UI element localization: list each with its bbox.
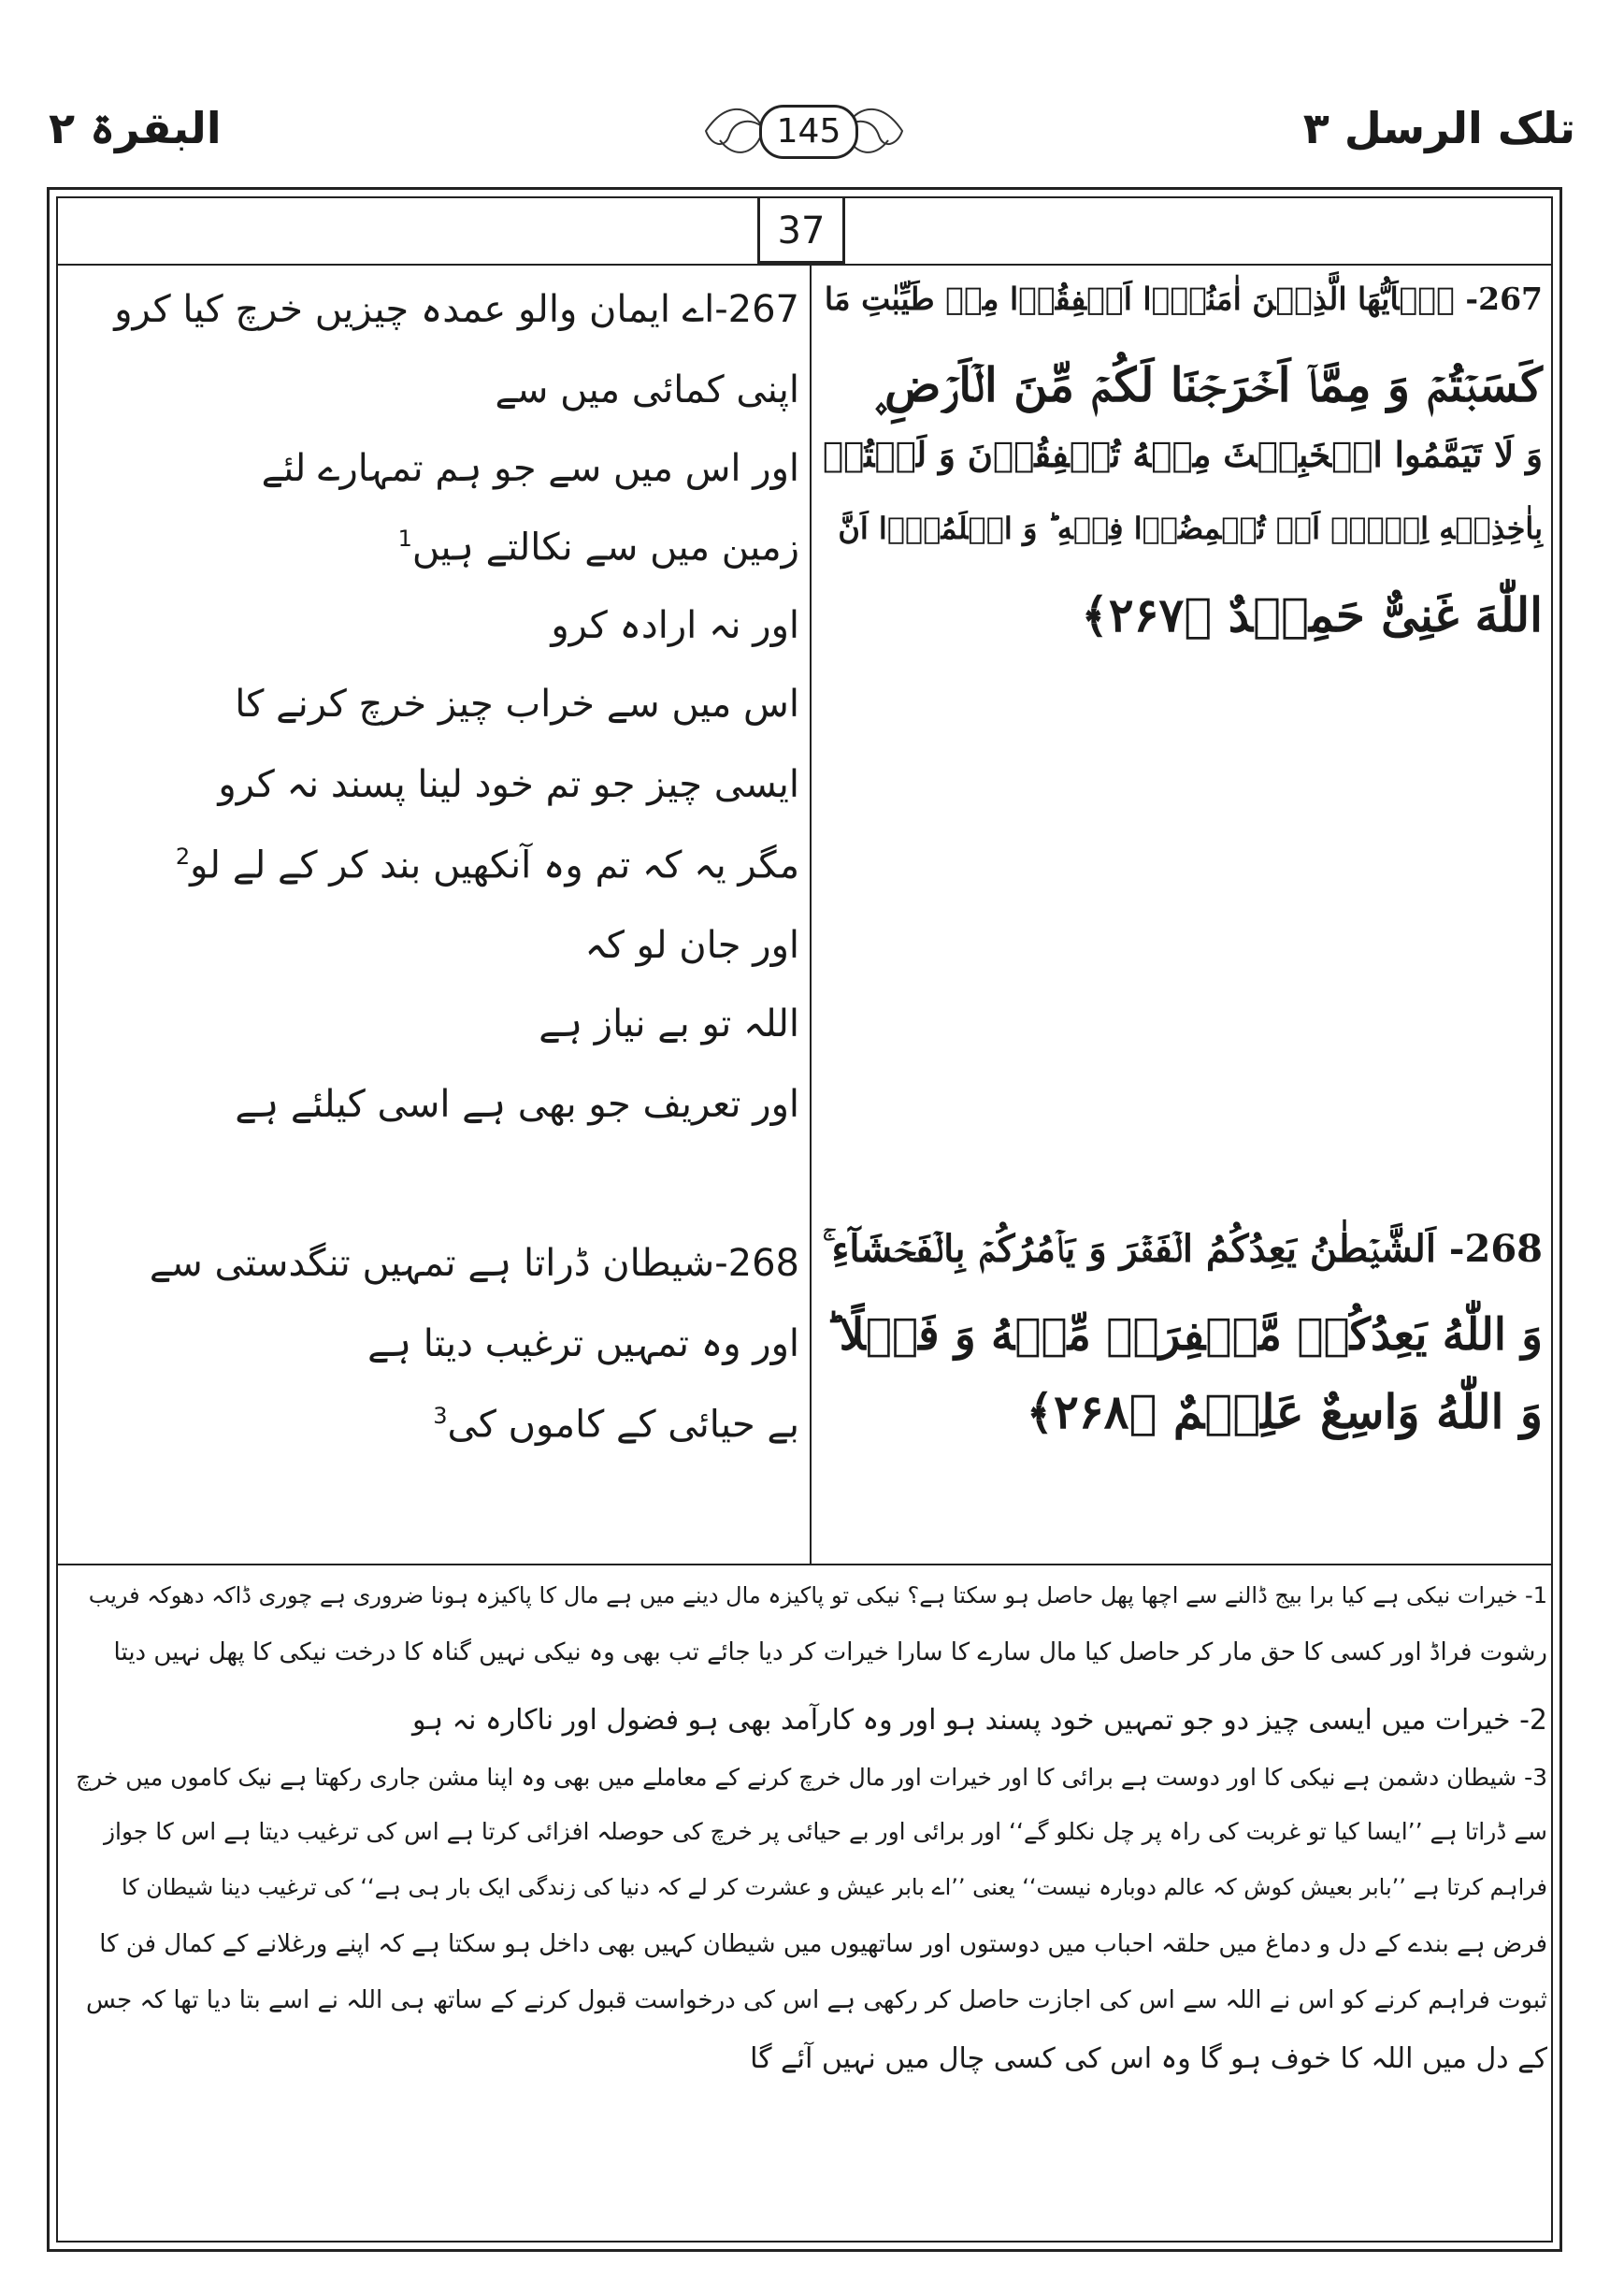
urdu-line xyxy=(150,1242,799,1285)
urdu-line-text: اللہ تو بے نیاز ہے xyxy=(539,1002,799,1046)
arabic-line: وَ لَا تَیَمَّمُوا الۡخَبِیۡثَ مِنۡهُ تُنۡفِقُوۡنَ وَ لَسۡتُمۡ xyxy=(822,434,1543,475)
arabic-line: 267- یٰۤاَیُّهَا الَّذِیۡنَ اٰمَنُوۡۤا اَنۡفِقُوۡا مِنۡ طَیِّبٰتِ مَا xyxy=(824,281,1543,317)
juz-title: تلک الرسل ۳ xyxy=(1302,103,1575,153)
urdu-line-text: 268-شیطان ڈراتا ہے تمہیں تنگدستی سے xyxy=(149,1242,799,1285)
urdu-line-text: اور وہ تمہیں ترغیب دیتا ہے xyxy=(367,1322,799,1365)
urdu-line xyxy=(584,924,799,967)
arabic-line: اللّٰهَ غَنِیٌّ حَمِیۡدٌ ﴿۲۶۷﴾ xyxy=(1081,587,1543,642)
urdu-line xyxy=(235,683,799,726)
arabic-line: وَ اللّٰهُ وَاسِعٌ عَلِیۡمٌ ﴿۲۶۸﴾ xyxy=(1026,1384,1543,1439)
footnote-divider xyxy=(58,1564,1551,1565)
arabic-line: کَسَبۡتُمۡ وَ مِمَّاۤ اَخۡرَجۡنَا لَکُمۡ مِّنَ الۡاَرۡضِ ۪ xyxy=(872,357,1543,412)
column-divider xyxy=(810,264,812,1565)
footnote-line: 1- خیرات نیکی ہے کیا برا بیج ڈالنے سے اچھا پھل حاصل ہو سکتا ہے؟ نیکی تو پاکیزہ مال دینے میں ہے مال کا پاکیزہ ہونا ضروری ہے چوری ڈاکہ دھوکہ فریب xyxy=(88,1582,1547,1608)
urdu-line-text: اپنی کمائی میں سے xyxy=(495,368,799,411)
footnote-marker: 2 xyxy=(175,844,191,870)
section-divider xyxy=(58,264,1551,266)
arabic-line: وَ اللّٰهُ یَعِدُکُمۡ مَّغۡفِرَۃً مِّنۡهُ وَ فَضۡلًا ؕ xyxy=(825,1309,1543,1361)
page-number: 145 xyxy=(759,105,858,159)
urdu-line-text: مگر یہ کہ تم وہ آنکھیں بند کر کے لے لو xyxy=(190,844,799,887)
urdu-line-text: بے حیائی کے کاموں کی xyxy=(447,1403,799,1447)
page-header xyxy=(0,0,1624,187)
section-number: 37 xyxy=(757,198,845,264)
urdu-line xyxy=(539,1002,799,1046)
urdu-line xyxy=(218,763,799,806)
urdu-line xyxy=(551,604,799,647)
arabic-line: بِاٰخِذِیۡهِ اِلَّاۤ اَنۡ تُغۡمِضُوۡا فِیۡهِ ؕ وَ اعۡلَمُوۡۤا اَنَّ xyxy=(838,511,1543,546)
urdu-line xyxy=(114,288,799,331)
footnote-line: سے ڈراتا ہے ’’ایسا کیا تو غربت کی راہ پر چل نکلو گے‘‘ اور برائی اور بے حیائی پر خرچ کی حوصلہ افزائی کرتا ہے اس کی ترغیب دیتا ہے اس کا جواز xyxy=(103,1818,1547,1845)
footnote-line: کے دل میں اللہ کا خوف ہو گا وہ اس کی کسی چال میں نہیں آئے گا xyxy=(750,2042,1547,2075)
urdu-line-text: اس میں سے خراب چیز خرچ کرنے کا xyxy=(235,683,799,726)
footnote-marker: 1 xyxy=(397,526,412,552)
footnote-line: 3- شیطان دشمن ہے نیکی کا اور دوست ہے برائی کا اور خیرات اور مال خرچ کرنے کے معاملے میں بھی وہ اپنا مشن جاری رکھتا ہے نیک کاموں میں خرچ xyxy=(75,1764,1547,1791)
urdu-line-text: زمین میں سے نکالتے ہیں xyxy=(411,526,799,570)
footnote-marker: 3 xyxy=(433,1403,448,1429)
urdu-line-text: ایسی چیز جو تم خود لینا پسند نہ کرو xyxy=(218,763,799,806)
footnote-line: فرض ہے بندے کے دل و دماغ میں حلقہ احباب میں دوستوں اور ساتھیوں میں شیطان کہیں بھی داخل ہو سکتا ہے کہ اپنے ورغلانے کے کمال فن کا xyxy=(99,1930,1547,1958)
arabic-line: 268- اَلشَّیۡطٰنُ یَعِدُکُمُ الۡفَقۡرَ وَ یَاۡمُرُکُمۡ بِالۡفَحۡشَآءِ ۚ xyxy=(822,1227,1543,1271)
urdu-line xyxy=(367,1322,799,1365)
urdu-line-text: 267-اے ایمان والو عمدہ چیزیں خرچ کیا کرو xyxy=(114,288,799,331)
urdu-line xyxy=(398,526,799,569)
urdu-line xyxy=(495,368,799,411)
urdu-line-text: اور جان لو کہ xyxy=(584,924,799,967)
urdu-line-text: اور اس میں سے جو ہم تمہارے لئے xyxy=(261,447,799,490)
footnote-line: فراہم کرتا ہے ’’بابر بعیش کوش کہ عالم دوبارہ نیست‘‘ یعنی ’’اے بابر عیش و عشرت کر لے کہ دنیا کی زندگی ایک بار ہی ہے‘‘ کی ترغیب دینا شیطان کا xyxy=(121,1874,1547,1900)
footnote-line: ثبوت فراہم کرنے کو اس نے اللہ سے اس کی اجازت حاصل کر رکھی ہے اس کی درخواست قبول کرنے کے ساتھ ہی اللہ نے اسے بتا دیا تھا کہ جس xyxy=(86,1986,1547,2014)
urdu-line xyxy=(235,1083,799,1126)
urdu-line-text: اور تعریف جو بھی ہے اسی کیلئے ہے xyxy=(235,1083,799,1126)
urdu-line-text: اور نہ ارادہ کرو xyxy=(551,604,799,647)
footnote-line: 2- خیرات میں ایسی چیز دو جو تمہیں خود پسند ہو اور وہ کارآمد بھی ہو فضول اور ناکارہ نہ ہو xyxy=(411,1704,1547,1737)
footnote-line: رشوت فراڈ اور کسی کا حق مار کر حاصل کیا مال سارے کا سارا خیرات کر دیا جائے تب بھی وہ نیکی نہیں گناہ کا درخت نیکی کا پھل نہیں دیتا xyxy=(113,1638,1547,1666)
urdu-line xyxy=(433,1403,799,1446)
surah-title: البقرۃ ۲ xyxy=(49,103,222,153)
urdu-line xyxy=(262,447,799,490)
urdu-line xyxy=(176,844,799,887)
